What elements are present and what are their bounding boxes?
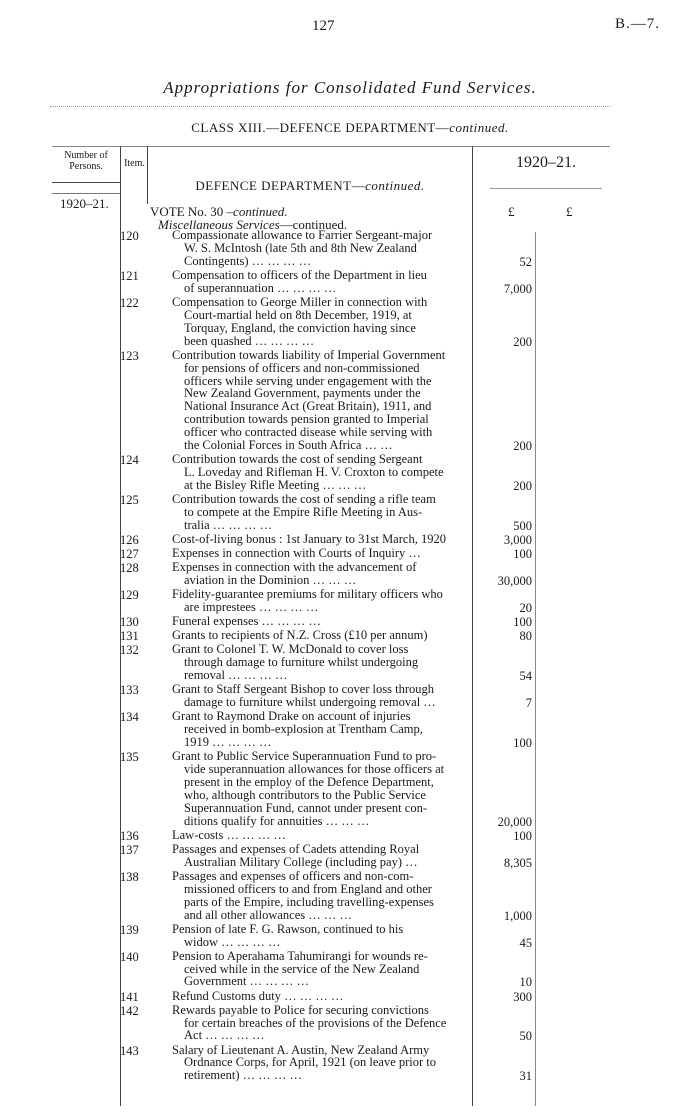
description-line: parts of the Empire, including travelling-expenses	[184, 894, 434, 909]
description-line: W. S. McIntosh (late 5th and 8th New Zealand	[184, 240, 417, 255]
item-number: 125	[120, 493, 139, 507]
description-line: the Colonial Forces in South Africa … …	[184, 438, 393, 453]
title-rule	[50, 106, 610, 107]
vote-title-text: VOTE No. 30 –	[150, 204, 234, 219]
description-line: missioned officers to and from England and other	[184, 881, 432, 896]
description-line: Grant to Staff Sergeant Bishop to cover loss through	[172, 682, 435, 697]
item-description	[172, 683, 468, 709]
description-line: Pension of late F. G. Rawson, continued to his	[172, 921, 404, 936]
document-reference: B.—7.	[614, 16, 660, 32]
item-amount: 54	[519, 669, 532, 684]
item-amount: 200	[513, 439, 532, 453]
description-line: aviation in the Dominion … … …	[184, 573, 357, 587]
description-line: Australian Military College (including pay) …	[184, 854, 418, 869]
item-number: 136	[120, 828, 139, 843]
item-amount: 300	[513, 989, 532, 1004]
year-header: 1920–21.	[516, 154, 576, 171]
description-line: tralia … … … …	[184, 517, 273, 532]
year-header-rule	[490, 188, 602, 189]
description-line: Grant to Public Service Superannuation Fund to pro-	[172, 749, 437, 764]
item-amount: 100	[513, 615, 532, 630]
description-line: to compete at the Empire Rifle Meeting in Aus-	[184, 504, 423, 519]
description-line: Grants to recipients of N.Z. Cross (£10 per annum)	[172, 628, 428, 643]
item-description	[172, 870, 468, 922]
description-line: contribution towards pension granted to Imperial	[184, 412, 429, 427]
item-description	[172, 643, 468, 682]
description-line: widow … … … …	[184, 934, 281, 949]
item-number: 121	[120, 268, 139, 283]
item-amount: 100	[513, 736, 532, 750]
item-description	[172, 923, 468, 949]
item-amount: 50	[519, 1029, 532, 1044]
description-line: Law-costs … … … …	[172, 827, 286, 842]
description-line: Torquay, England, the conviction having since	[184, 320, 416, 335]
item-description	[172, 829, 468, 842]
item-amount: 31	[519, 1069, 532, 1084]
item-amount: 7,000	[503, 281, 532, 296]
item-number: 123	[120, 348, 139, 363]
description-line: National Insurance Act (Great Britain), 1911, and	[184, 399, 432, 414]
item-number: 137	[120, 842, 139, 857]
item-number: 120	[120, 229, 139, 243]
description-line: Grant to Raymond Drake on account of injuries	[172, 709, 411, 724]
description-line: vide superannuation allowances for those officers at	[184, 762, 445, 776]
item-description	[172, 229, 468, 268]
pound-symbol: £	[566, 204, 573, 219]
item-description	[172, 533, 468, 546]
item-description	[172, 950, 468, 989]
item-number: 122	[120, 295, 139, 310]
description-line: Act … … … …	[184, 1028, 265, 1043]
description-line: Passages and expenses of Cadets attending Royal	[172, 841, 420, 856]
description-line: through damage to furniture whilst undergoing	[184, 655, 419, 670]
item-description	[172, 547, 468, 560]
description-line: Superannuation Fund, cannot under present con-	[184, 800, 427, 815]
description-line: Contribution towards the cost of sending Sergeant	[172, 452, 423, 467]
description-line: Cost-of-living bonus : 1st January to 31st March, 1920	[172, 531, 446, 546]
services-heading-text: Miscellaneous Services	[158, 217, 280, 232]
item-description	[172, 561, 468, 587]
item-description	[172, 296, 468, 348]
description-line: damage to furniture whilst undergoing removal …	[184, 695, 436, 710]
item-amount: 100	[513, 547, 532, 561]
description-line: officers while serving under engagement with the	[184, 373, 432, 388]
item-number: 138	[120, 869, 139, 884]
item-amount: 52	[519, 254, 532, 269]
item-amount: 500	[513, 518, 532, 533]
item-number: 134	[120, 710, 139, 725]
description-line: L. Loveday and Rifleman H. V. Croxton to compete	[184, 465, 444, 479]
item-number: 129	[120, 588, 139, 603]
page-title: Appropriations for Consolidated Fund Services.	[163, 78, 537, 97]
item-description	[172, 349, 468, 452]
vote-title-continued: continued.	[233, 204, 288, 219]
description-line: and all other allowances … … …	[184, 907, 353, 922]
description-line: for certain breaches of the provisions of the Defence	[184, 1015, 447, 1030]
description-line: Compensation to officers of the Department in lieu	[172, 267, 427, 282]
description-line: Ordnance Corps, for April, 1921 (on leave prior to	[184, 1055, 437, 1070]
description-line: Contribution towards the cost of sending a rifle team	[172, 492, 436, 506]
item-description	[172, 710, 468, 749]
description-line: Salary of Lieutenant A. Austin, New Zealand Army	[172, 1042, 430, 1057]
item-amount: 100	[513, 828, 532, 843]
pound-symbol: £	[508, 204, 515, 219]
description-line: at the Bisley Rifle Meeting … … …	[184, 477, 367, 492]
number-of-persons-header: Number of Persons.	[64, 150, 108, 172]
item-number: 135	[120, 750, 139, 765]
table-top-rule	[52, 146, 610, 147]
description-line: Rewards payable to Police for securing convictions	[172, 1002, 429, 1017]
item-amount: 20,000	[497, 814, 532, 829]
item-number: 132	[120, 643, 139, 658]
item-description	[172, 843, 468, 869]
description-line: been quashed … … … …	[184, 333, 315, 348]
description-line: Compensation to George Miller in connection with	[172, 294, 428, 309]
department-subheading	[150, 178, 470, 194]
description-line: for pensions of officers and non-commissioned	[184, 360, 420, 375]
description-line: Passages and expenses of officers and non-com-	[172, 868, 414, 883]
item-amount: 10	[519, 975, 532, 990]
description-column-rule	[147, 146, 148, 204]
item-number: 140	[120, 949, 139, 964]
services-heading-continued: —continued.	[279, 217, 348, 232]
description-line: Refund Customs duty … … … …	[172, 988, 344, 1003]
item-amount: 7	[525, 696, 532, 711]
item-number: 127	[120, 547, 139, 561]
item-amount: 80	[519, 629, 532, 644]
description-line: Contingents) … … … …	[184, 253, 312, 268]
department-subheading-text: DEFENCE DEPARTMENT—	[195, 178, 366, 193]
persons-header-rule-2	[52, 193, 120, 194]
amount-split-rule	[535, 232, 536, 1106]
item-description	[172, 615, 468, 628]
item-number: 124	[120, 453, 139, 468]
item-description	[172, 1044, 468, 1083]
item-number: 131	[120, 629, 139, 644]
item-header: Item.	[124, 158, 145, 169]
item-description	[172, 990, 468, 1003]
item-description	[172, 629, 468, 642]
description-line: 1919 … … … …	[184, 735, 272, 749]
item-amount: 20	[519, 601, 532, 615]
item-number: 130	[120, 615, 139, 630]
item-number: 141	[120, 989, 139, 1004]
description-line: ditions qualify for annuities … … …	[184, 813, 370, 828]
item-amount: 45	[519, 935, 532, 950]
item-description	[172, 493, 468, 532]
description-line: received in bomb-explosion at Trentham Camp,	[184, 722, 423, 737]
item-amount: 8,305	[503, 855, 532, 870]
item-number: 142	[120, 1003, 139, 1018]
item-description	[172, 750, 468, 827]
description-line: who, although contributors to the Public Service	[184, 787, 426, 802]
item-amount: 30,000	[497, 574, 532, 588]
item-amount: 200	[513, 478, 532, 493]
item-description	[172, 453, 468, 492]
item-amount: 1,000	[503, 908, 532, 923]
description-line: ceived while in the service of the New Zealand	[184, 961, 420, 976]
description-line: Fidelity-guarantee premiums for military officers who	[172, 587, 443, 602]
class-heading	[0, 120, 700, 136]
description-line: present in the employ of the Defence Department,	[184, 774, 434, 789]
item-description	[172, 1004, 468, 1043]
description-line: Funeral expenses … … … …	[172, 614, 321, 629]
description-line: removal … … … …	[184, 668, 288, 683]
description-line: Grant to Colonel T. W. McDonald to cover loss	[172, 642, 409, 657]
description-line: Government … … … …	[184, 974, 309, 989]
item-number: 126	[120, 532, 139, 547]
class-heading-continued: continued.	[449, 120, 509, 135]
description-line: of superannuation … … … …	[184, 280, 337, 295]
description-line: Expenses in connection with Courts of Inquiry …	[172, 546, 421, 560]
item-number: 128	[120, 561, 139, 576]
persons-header-rule	[52, 182, 120, 183]
item-number: 133	[120, 683, 139, 698]
department-subheading-continued: continued.	[365, 178, 425, 193]
description-line: Expenses in connection with the advancement of	[172, 560, 417, 575]
persons-year-label: 1920–21.	[60, 196, 109, 211]
page-number: 127	[312, 18, 335, 34]
item-description	[172, 588, 468, 614]
description-line: Compassionate allowance to Farrier Sergeant-major	[172, 228, 433, 242]
description-line: officer who contracted disease while serving with	[184, 425, 433, 440]
item-amount: 3,000	[503, 532, 532, 547]
amount-column-rule	[472, 146, 473, 1106]
item-number: 143	[120, 1043, 139, 1058]
description-line: retirement) … … … …	[184, 1068, 303, 1083]
description-line: Contribution towards liability of Imperial Government	[172, 347, 446, 362]
item-number: 139	[120, 922, 139, 937]
description-line: are imprestees … … … …	[184, 600, 319, 614]
description-line: Pension to Aperahama Tahumirangi for wounds re-	[172, 948, 428, 963]
item-amount: 200	[513, 334, 532, 349]
item-description	[172, 269, 468, 295]
description-line: New Zealand Government, payments under the	[184, 386, 421, 401]
description-line: Court-martial held on 8th December, 1919, at	[184, 307, 412, 322]
class-heading-text: CLASS XIII.—DEFENCE DEPARTMENT—	[191, 120, 450, 135]
